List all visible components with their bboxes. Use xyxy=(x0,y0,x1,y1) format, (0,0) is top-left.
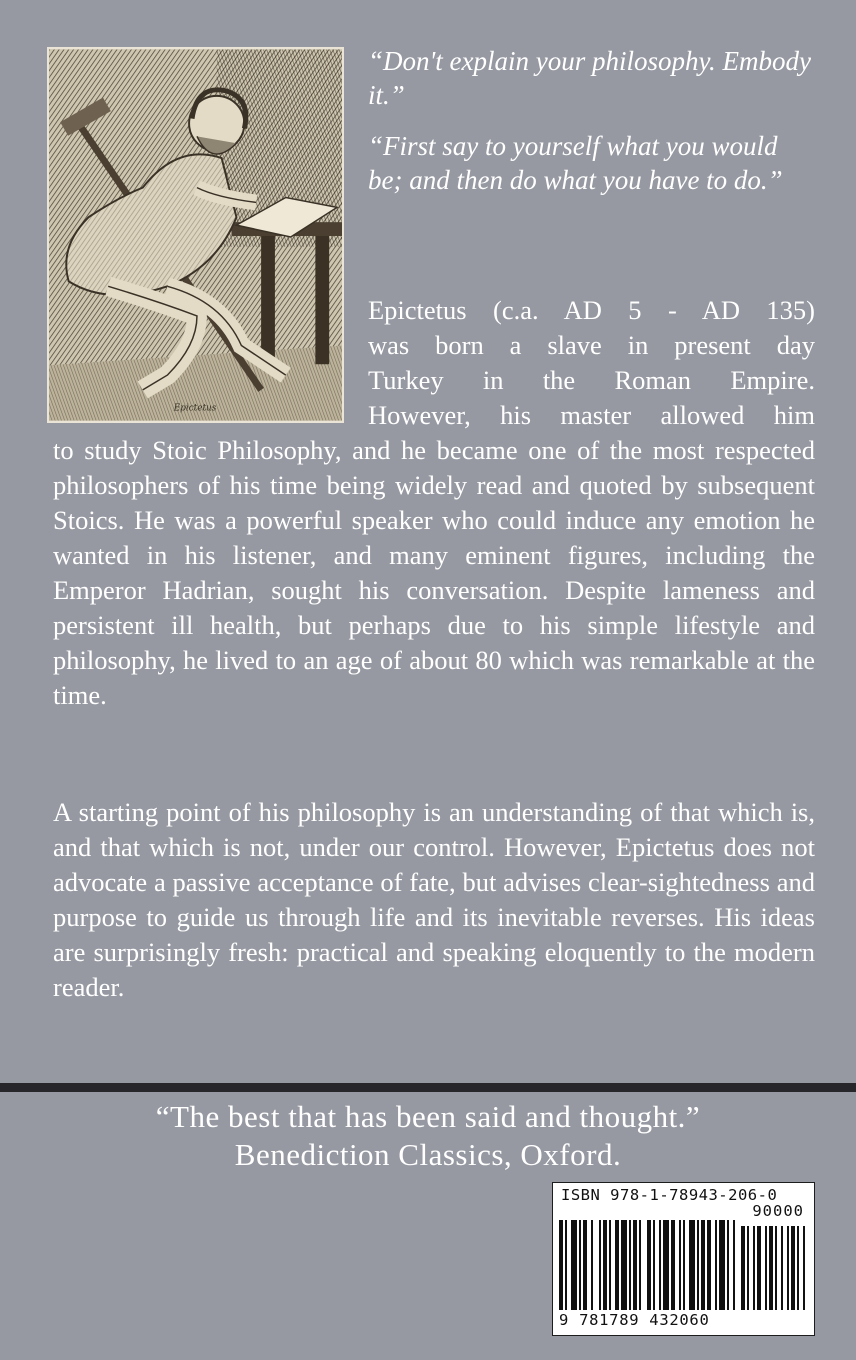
tagline-block xyxy=(0,1098,856,1174)
isbn-label: ISBN 978-1-78943-206-0 xyxy=(561,1186,778,1204)
epictetus-portrait xyxy=(47,47,344,423)
philosophy-paragraph: A starting point of his philosophy is an understanding of that which is, and that which is not, under our control. However, Epictetus does not advocate a passive acceptance of fate, but advises clear-sightedness and purpose to guide us through life and its inevitable reverses. His ideas are surprisingly fresh: practical and speaking eloquently to the modern reader. xyxy=(53,797,815,1002)
portrait-caption: Epictetus xyxy=(173,403,217,414)
bio-line-2: was born a slave in present day xyxy=(368,330,815,360)
ean-digits: 9 781789 432060 xyxy=(559,1311,710,1329)
barcode-bars-icon xyxy=(559,1220,809,1310)
quote-2: “First say to yourself what you would be; and then do what you have to do.” xyxy=(368,131,783,195)
quotes-block xyxy=(368,44,818,214)
bio-line-3: Turkey in the Roman Empire. xyxy=(368,365,815,395)
quote-1: “Don't explain your philosophy. Embody it.” xyxy=(368,46,811,110)
isbn-barcode xyxy=(552,1182,815,1336)
bio-line-4: However, his master allowed him xyxy=(368,400,815,430)
section-divider xyxy=(0,1083,856,1092)
tagline-quote: “The best that has been said and thought.” xyxy=(155,1099,701,1134)
bio-line-1: Epictetus (c.a. AD 5 - AD 135) xyxy=(368,295,815,325)
bio-paragraph: to study Stoic Philosophy, and he became one of the most respected philosophers of his time being widely read and quoted by subsequent Stoics. He was a powerful speaker who could induce any emotion he wanted in his listener, and many eminent figures, including the Emperor Hadrian, sought his conversation. Despite lameness and persistent ill health, but perhaps due to his simple lifestyle and philosophy, he lived to an age of about 80 which was remarkable at the time. xyxy=(53,435,815,710)
price-code: 90000 xyxy=(752,1202,804,1220)
publisher-name: Benediction Classics, Oxford. xyxy=(234,1137,622,1172)
bio-intro-lines xyxy=(368,293,815,433)
engraving-illustration xyxy=(49,49,342,421)
